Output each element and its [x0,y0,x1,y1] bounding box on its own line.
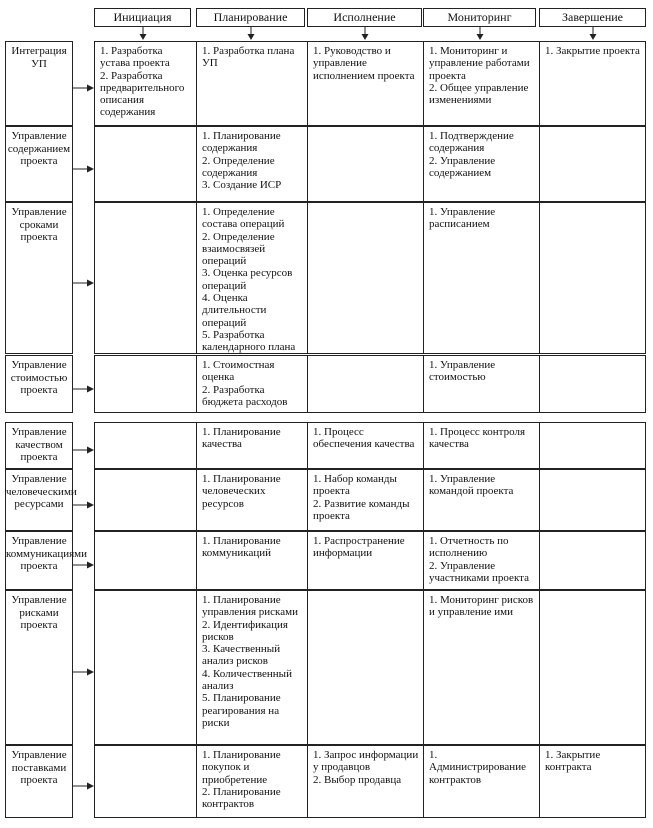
process-item: 5. Разработка календарного плана [202,328,296,354]
process-cell [196,422,308,469]
process-item: 2. Общее управление изменениями [429,81,529,107]
knowledge-area-label: Управление содержанием проекта [5,126,73,202]
process-item: 4. Оценка длительности операций [202,292,267,329]
process-cell [307,355,424,413]
process-cell [94,469,197,531]
process-item: 1. Планирование управления рисками [202,594,298,619]
process-cell [307,590,424,745]
process-item: 3. Качественный анализ рисков [202,643,281,668]
process-item: 2. Планирование контрактов [202,785,281,811]
process-cell [423,355,540,413]
process-cell [423,202,540,354]
knowledge-area-label: Управление коммуникациями проекта [5,531,73,590]
process-cell [539,469,646,531]
process-item: 1. Запрос информации у продавцов [313,749,419,774]
row-arrow-icon [73,496,94,504]
row-arrow-icon [73,380,94,388]
process-item: 4. Количественный анализ [202,667,292,693]
phase-header: Инициация [94,8,191,27]
process-item: 3. Создание ИСР [202,179,282,192]
process-cell [94,590,197,745]
process-cell [94,355,197,413]
knowledge-area-label: Управление сроками проекта [5,202,73,354]
process-cell [307,41,424,126]
process-item: 2. Развитие команды проекта [313,497,410,522]
process-cell [539,41,646,126]
process-item: 1. Планирование человеческих ресурсов [202,473,281,510]
process-item: 1. Разработка устава проекта [100,45,170,70]
process-item: 1. Закрытие проекта [545,45,640,57]
process-item: 1. Закрытие контракта [545,749,601,774]
row-arrow-icon [73,79,94,87]
process-item: 2. Идентификация рисков [202,618,288,643]
process-cell [196,355,308,413]
process-cell [94,41,197,126]
process-cell [539,126,646,202]
process-item: 1. Руководство и управление исполнением проекта [313,45,415,82]
phase-arrow-icon [247,27,255,40]
knowledge-area-label: Управление качеством проекта [5,422,73,469]
knowledge-area-label: Интеграция УП [5,41,73,126]
process-item: 1. Управление стоимостью [429,359,496,384]
process-cell [423,590,540,745]
row-arrow-icon [73,160,94,168]
process-cell [539,531,646,590]
process-cell [196,469,308,531]
process-cell [307,202,424,354]
process-item: 1. Распространение информации [313,535,405,560]
phase-arrow-icon [476,27,484,40]
process-cell [94,126,197,202]
process-item: 1. Планирование содержания [202,130,281,155]
row-arrow-icon [73,777,94,785]
phase-arrow-icon [361,27,369,40]
row-arrow-icon [73,441,94,449]
process-cell [94,745,197,818]
process-item: 1. Мониторинг рисков и управление ими [429,594,534,619]
process-item: 1. Процесс контроля качества [429,426,526,451]
process-item: 2. Выбор продавца [313,773,402,786]
process-item: 2. Управление содержанием [429,154,496,179]
phase-arrow-icon [139,27,147,40]
process-cell [307,745,424,818]
process-cell [94,531,197,590]
process-cell [423,126,540,202]
process-cell [423,422,540,469]
row-arrow-icon [73,663,94,671]
phase-header: Исполнение [307,8,422,27]
process-cell [196,745,308,818]
process-cell [307,126,424,202]
process-cell [539,355,646,413]
process-item: 1. Разработка плана УП [202,45,295,70]
process-cell [307,531,424,590]
knowledge-area-label: Управление рисками проекта [5,590,73,745]
process-item: 2. Разработка бюджета расходов [202,383,288,408]
process-cell [423,41,540,126]
process-item: 1. Планирование коммуникаций [202,535,281,560]
process-cell [423,531,540,590]
row-arrow-icon [73,556,94,564]
process-item: 1. Управление расписанием [429,206,496,231]
process-cell [94,202,197,354]
process-cell [423,745,540,818]
process-item: 3. Оценка ресурсов операций [202,267,293,292]
process-item: 2. Определение взаимосвязей операций [202,230,275,268]
process-item: 1. Администрирование контрактов [429,749,526,786]
process-cell [307,422,424,469]
process-cell [423,469,540,531]
process-item: 1. Планирование покупок и приобретение [202,749,281,786]
process-item: 1. Стоимостная оценка [202,359,275,384]
process-item: 2. Разработка предварительного описания содержания [100,69,185,119]
process-cell [307,469,424,531]
row-arrow-icon [73,274,94,282]
process-cell [196,126,308,202]
process-item: 1. Отчетность по исполнению [429,535,509,560]
process-cell [94,422,197,469]
process-item: 1. Набор команды проекта [313,473,397,498]
phase-arrow-icon [589,27,597,40]
knowledge-area-label: Управление стоимостью проекта [5,355,73,413]
process-item: 1. Процесс обеспечения качества [313,426,415,451]
process-cell [539,745,646,818]
process-cell [196,590,308,745]
phase-header: Планирование [196,8,305,27]
phase-header: Мониторинг [423,8,536,27]
process-item: 2. Управление участниками проекта [429,559,529,584]
process-cell [196,531,308,590]
process-cell [539,422,646,469]
process-item: 1. Определение состава операций [202,206,285,231]
process-item: 1. Мониторинг и управление работами проекта [429,45,530,82]
process-cell [196,202,308,354]
knowledge-area-label: Управление поставками проекта [5,745,73,818]
knowledge-area-label: Управление человеческими ресурсами [5,469,73,531]
process-cell [539,590,646,745]
process-item: 1. Управление командой проекта [429,473,514,498]
process-item: 5. Планирование реагирования на риски [202,692,281,729]
process-item: 1. Планирование качества [202,426,281,451]
process-item: 1. Подтверждение содержания [429,130,514,155]
phase-header: Завершение [539,8,646,27]
process-cell [539,202,646,354]
process-cell [196,41,308,126]
process-item: 2. Определение содержания [202,154,275,179]
